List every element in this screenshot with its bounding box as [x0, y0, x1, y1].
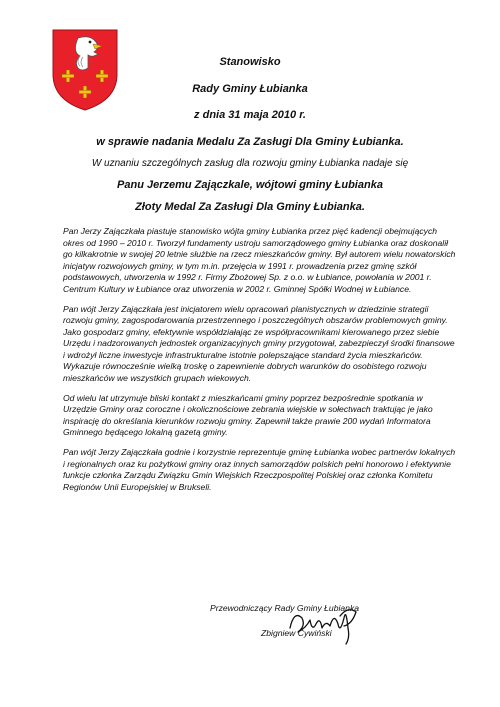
handwritten-signature [286, 598, 366, 648]
body-text [63, 226, 458, 502]
paragraph: Pan wójt Jerzy Zajączkała godnie i korzystnie reprezentuje gminę Łubianka wobec partnerów lokalnych i regionalnych oraz ku pożytkowi gminy oraz innych samorządów polskich pełni honorowo i efektywnie funkcje członka Zarządu Związku Gmin Wiejskich Rzeczpospolitej Polskiej oraz członka Komitetu Regionów Unii Europejskiej w Brukseli. [63, 447, 456, 492]
signatory-title: Przewodniczący Rady Gminy Łubianka [210, 603, 360, 613]
coat-of-arms-icon [50, 28, 120, 112]
signatory-name: Zbigniew Cywiński [261, 628, 332, 638]
recipient: Panu Jerzemu Zajączkale, wójtowi gminy Łubianka [117, 179, 383, 191]
document-date: z dnia 31 maja 2010 r. [194, 109, 306, 121]
council-name: Rady Gminy Łubianka [192, 83, 308, 95]
award-name: Złoty Medal Za Zasługi Dla Gminy Łubianka. [135, 201, 365, 213]
document-title: Stanowisko [219, 56, 281, 68]
paragraph: Pan wójt Jerzy Zajączkała jest inicjatorem wielu opracowań planistycznych w dziedzinie strategii rozwoju gminy, zagospodarowania przestrzennego i poszczególnych obszarów problemowych gminy. Jako gospodarz gminy, efektywnie współdziałając ze współpracownikami kierowanego przez siebie Urzędu i nadzorowanych jednostek organizacyjnych gminy przygotował, zabezpieczył środki finansowe i wdrożył liczne inwestycje infrastrukturalne istotnie polepszające standard życia mieszkańców. Wykazuje równocześnie wielką troskę o zapewnienie dobrych warunków do osobistego rozwoju mieszkańców we wszystkich grupach wiekowych. [63, 303, 455, 383]
document-subject: w sprawie nadania Medalu Za Zasługi Dla Gminy Łubianka. [96, 136, 404, 148]
paragraph: Pan Jerzy Zajączkała piastuje stanowisko wójta gminy Łubianka przez pięć kadencji obejmujących okres od 1990 – 2010 r. Tworzył fundamenty ustroju samorządowego gminy Łubianka oraz doskonalił go kilkakrotnie w swojej 20 letnie służbie na rzecz mieszkańców gminy. Był autorem wielu nowatorskich inicjatyw rozwojowych gminy, w tym m.in. przejęcia w 1991 r. prowadzenia przez gminę szkół podstawowych, utworzenia w 1992 r. Firmy Zbożowej Sp. z o.o. w Łubiance, powołania w 2001 r. Centrum Kultury w Łubiance oraz utworzenia w 2002 r. Gminnej Spółki Wodnej w Łubiance. [63, 226, 456, 294]
paragraph: Od wielu lat utrzymuje bliski kontakt z mieszkańcami gminy poprzez bezpośrednie spotkania w Urzędzie Gminy oraz coroczne i okolicznościowe zebrania wiejskie w sołectwach traktując je jako inspirację do określania kierunków rozwoju gminy. Zapewnił także prawie 200 wydań Informatora Gminnego będącego lokalną gazetą gminy. [63, 392, 433, 437]
award-intro: W uznaniu szczególnych zasług dla rozwoju gminy Łubianka nadaje się [91, 158, 409, 169]
